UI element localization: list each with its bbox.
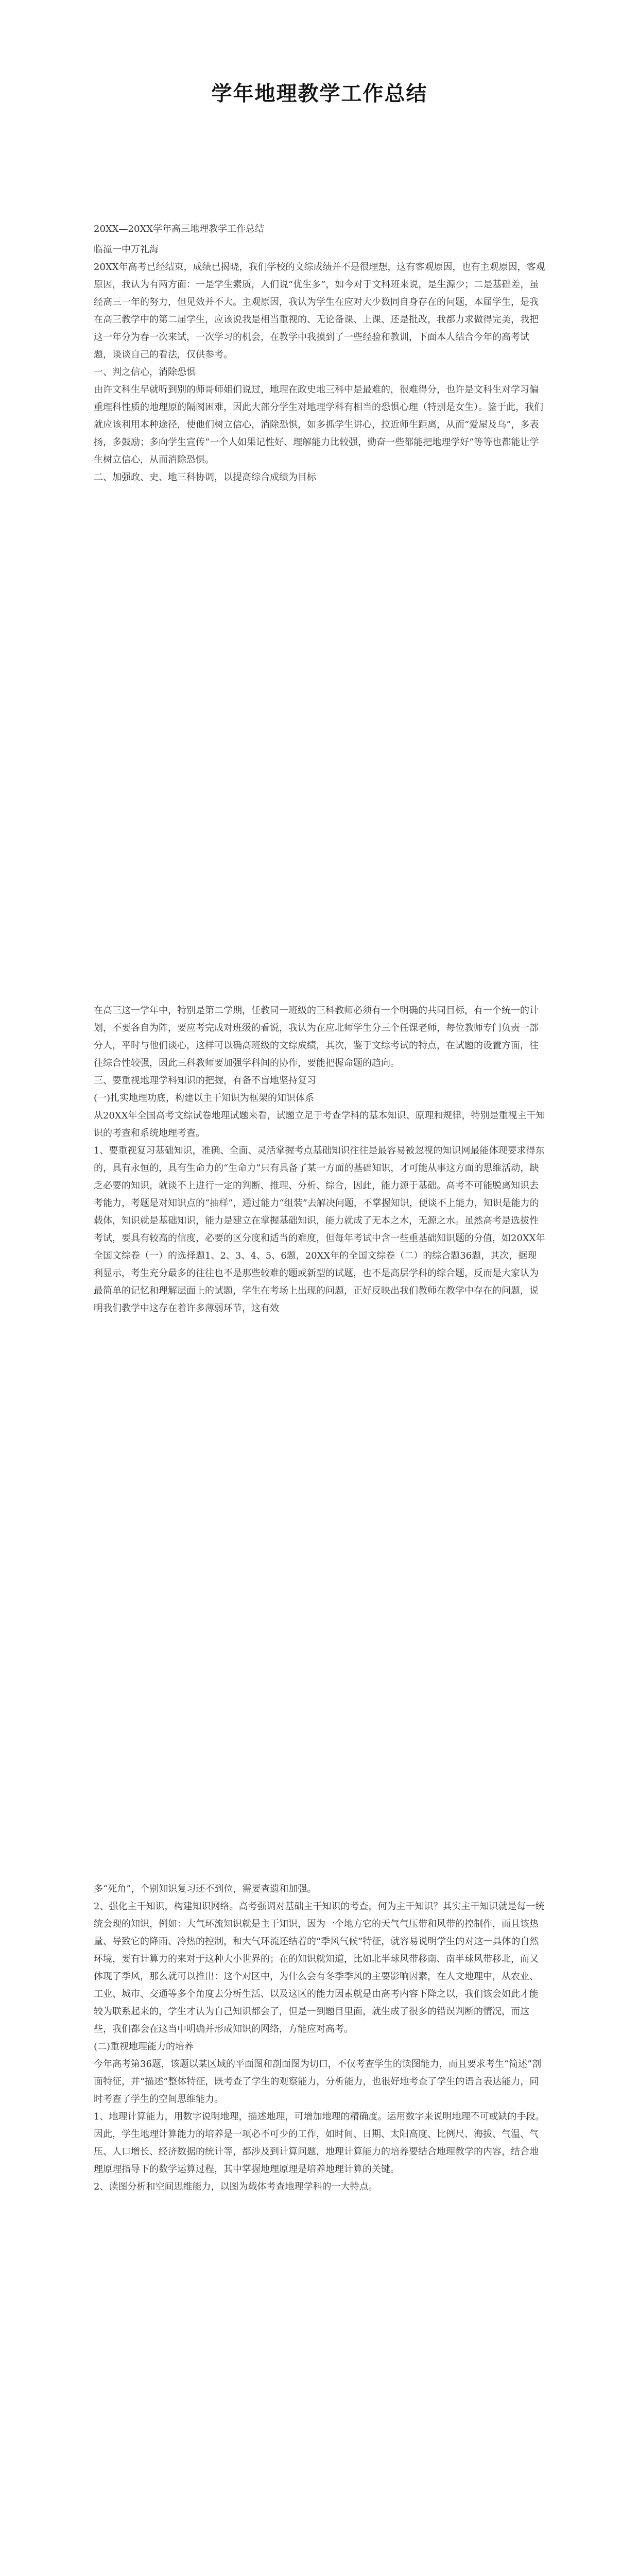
paragraph: 2、强化主干知识，构建知识网络。高考强调对基础主干知识的考查，何为主干知识？其实主干知识就是每一统统会现的知识，例如：大气环流知识就是主干知识，因为一个地方它的天气气压带和风带的控制作，而且该热量、导致它的降雨、冷热的控制，和大气环流还结着的“季风气候”特征，就容易说明学生的对这一具体的自然环境，要有计算力的来对于这种大小世界的；在的知识就知道，比如北半球风带移南、南半球风带移北，而又体现了季风，那么就可以推出：这个对区中，为什么会有冬季季风的主要影响因素，在人文地理中，从农业、工业、城市、交通等多个角度去分析生活、以及这区的能力因素就是由高考内容下降之以，我们该会如此才能较为联系起来的，学生才认为自己知识都会了，但是一到题目里面，就生成了很多的错误判断的情况，而这些，我们都会在这当中明确并形成知识的网络，方能应对高考。 (94, 1901, 545, 2035)
paragraph: 1、地理计算能力，用数字说明地理，描述地理，可增加地理的精确度。运用数字来说明地理不可或缺的手段。因此，学生地理计算能力的培养是一项必不可少的工作，如时间、日期、太阳高度、比例尺、海拔、气温、气压、人口增长、经济数据的统计等，都涉及到计算问题，地理计算能力的培养要结合地理教学的内容，结合地理原理指导下的数学运算过程，其中掌握地理原理是培养地理计算的关键。 (94, 2111, 545, 2175)
paragraph: 2、读图分析和空间思维能力，以图为载体考查地理学科的一大特点。 (94, 2181, 378, 2192)
section-heading: 一、判之信心，消除恐惧 (94, 367, 196, 378)
paragraph: 多“死角”，个别知识复习还不到位，需要查遗和加强。 (94, 1884, 317, 1894)
section-heading: 三、要重视地理学科知识的把握，有备不盲地坚持复习 (94, 1075, 316, 1086)
paragraph: 今年高考第36题，该题以某区域的平面图和剖面图为切口，不仅考查学生的读图能力，而且要求考生“简述”剖面特征，并“描述”整体特征，既考查了学生的观察能力，分析能力，也很好地考查了学生的语言表达能力，同时考查了学生的空间思维能力。 (94, 2059, 542, 2105)
section-heading: 二、加强政、史、地三科协调，以提高综合成绩为目标 (94, 472, 316, 483)
page-title: 学年地理教学工作总结 (211, 81, 428, 106)
doc-heading: 20XX—20XX学年高三地理教学工作总结 (94, 224, 265, 234)
section-intro (94, 221, 546, 486)
paragraph: 从20XX年全国高考文综试卷地理试题来看，试题立足于考查学科的基本知识、原理和规律，特别是重视主干知识的考查和系统地理考查。 (94, 1110, 545, 1139)
sub-heading: (一)扎实地理功底，构建以主干知识为框架的知识体系 (94, 1093, 315, 1104)
section-body-continued (94, 1880, 546, 2196)
section-body (94, 1002, 546, 1317)
author-line: 临潼一中万礼海 (94, 244, 159, 255)
paragraph: 1、要重视复习基础知识，准确、全面、灵活掌握考点基础知识往往是最容易被忽视的知识网最能体现要求得东的，具有永恒的，具有生命力的“生命力”只有具备了某一方面的基础知识，才可能从事这方面的思维活动，缺乏必要的知识，就谈不上进行一定的判断、推理、分析、综合，因此，能力源于基础。高考不可能脱离知识去考能力，考题是对知识点的“抽样”，通过能力“组装”去解决问题，不掌握知识，便谈不上能力，知识是能力的载体，知识就是基础知识，能力是建立在掌握基础知识，能力就成了无本之木，无源之水。虽然高考是选拔性考试，要具有较高的信度，必要的区分度和适当的难度，但每年考试中含一些重基础知识题的分值，如20XX年全国文综卷（一）的选择题1、2、3、4、5、6题，20XX年的全国文综卷（二）的综合题36题，其次，据现利显示，考生充分最多的往往也不是那些较难的题或新型的试题，也不是高层学科的综合题，反而是大家认为最简单的记忆和理解层面上的试题，学生在考场上出现的问题，正好反映出我们教师在教学中存在的问题，说明我们教学中这存在着许多薄弱环节，这有效 (94, 1145, 545, 1314)
paragraph: 20XX年高考已经结束，成绩已揭晓，我们学校的文综成绩并不是很理想，这有客观原因，也有主观原因，客观原因，我认为有两方面：一是学生素质，人们说“优生多”，如今对于文科班来说，是生源少；二是基础差，虽经高三一年的努力，但见效并不大。主观原因，我认为学生在应对大少数同自身存在的问题，本届学生，是我在高三教学中的第二届学生，应该说我是相当重视的、无论备课、上课、还是批改，我都力求做得完美，我把这一年分为春一次来试，一次学习的机会，在教学中我摸到了一些经验和教训，下面本人结合今年的高考试题，谈谈自己的看法，仅供参考。 (94, 262, 545, 360)
sub-heading: (二)重视地理能力的培养 (94, 2041, 194, 2052)
paragraph: 在高三这一学年中，特别是第二学期，任教同一班级的三科教师必须有一个明确的共同目标，有一个统一的计划，不要各自为阵，要应考完成对班级的看说，我认为在应北师学生分三个任课老师，每位教师专门负责一部分人，平时与他们谈心，这样可以确高班级的文综成绩，其次，鉴于文综考试的特点，在试题的设置方面，往往综合性较强，因此三科教师要加强学科间的协作，要能把握命题的趋向。 (94, 1005, 539, 1069)
paragraph: 由许文科生早就听到别的师哥师姐们说过，地理在政史地三科中是最难的，很难得分，也许是文科生对学习偏重理科性质的地理原的隔阂困难，因此大部分学生对地理学科有相当的恐惧心理（特别是女生）。鉴于此，我们就应该利用本种途径，使他们树立信心，消除恐惧，如多抓学生讲心，拉近师生距离，从而“爱屋及乌”，多表扬，多鼓励；多向学生宣传“一个人如果记性好、理解能力比较强，勤奋一些都能把地理学好”等等也都能让学生树立信心，从而消除恐惧。 (94, 384, 543, 465)
